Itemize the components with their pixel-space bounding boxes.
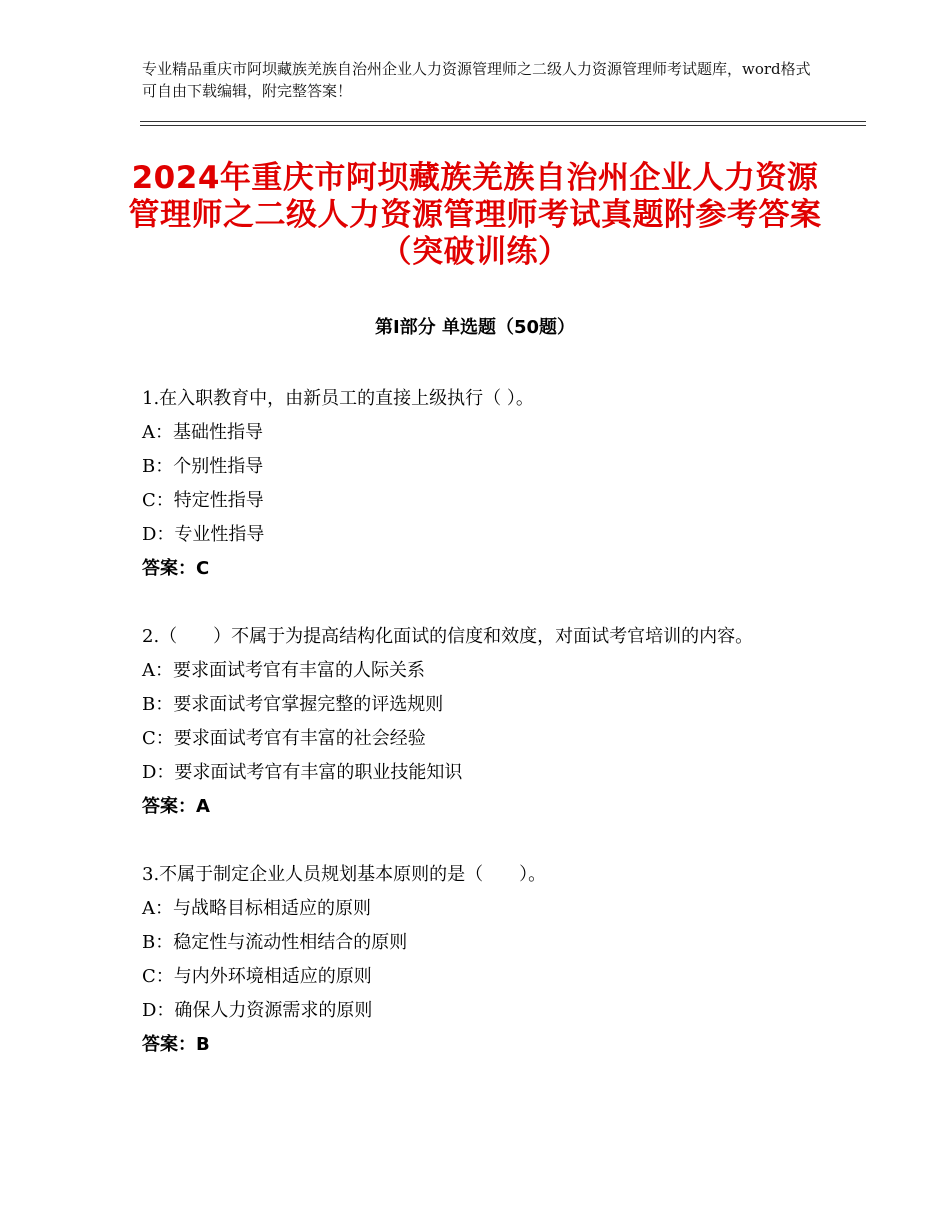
option-a: A：要求面试考官有丰富的人际关系 xyxy=(142,660,425,681)
answer-label: 答案：A xyxy=(142,796,210,817)
question-item xyxy=(142,858,822,1062)
document-title: 2024年重庆市阿坝藏族羌族自治州企业人力资源管理师之二级人力资源管理师考试真题附参考答案（突破训练） xyxy=(128,160,822,270)
header-divider xyxy=(140,121,866,122)
option-b: B：稳定性与流动性相结合的原则 xyxy=(142,932,408,953)
option-c: C：要求面试考官有丰富的社会经验 xyxy=(142,728,426,749)
option-d: D：要求面试考官有丰富的职业技能知识 xyxy=(142,762,463,783)
option-d: D：确保人力资源需求的原则 xyxy=(142,1000,373,1021)
option-c: C：特定性指导 xyxy=(142,490,264,511)
header-note: 专业精品重庆市阿坝藏族羌族自治州企业人力资源管理师之二级人力资源管理师考试题库，word格式可自由下载编辑，附完整答案！ xyxy=(142,60,811,100)
answer-label: 答案：C xyxy=(142,558,210,579)
option-b: B：要求面试考官掌握完整的评选规则 xyxy=(142,694,444,715)
answer-label: 答案：B xyxy=(142,1034,210,1055)
question-stem: 2.（ ）不属于为提高结构化面试的信度和效度，对面试考官培训的内容。 xyxy=(142,626,754,647)
option-a: A：与战略目标相适应的原则 xyxy=(142,898,371,919)
option-a: A：基础性指导 xyxy=(142,422,263,443)
header-divider-thin xyxy=(140,125,866,126)
question-stem: 1.在入职教育中，由新员工的直接上级执行（ ）。 xyxy=(142,388,534,409)
question-item xyxy=(142,382,822,586)
question-list xyxy=(142,382,822,1096)
option-d: D：专业性指导 xyxy=(142,524,265,545)
question-stem: 3.不属于制定企业人员规划基本原则的是（ ）。 xyxy=(142,864,547,885)
section-title: 第Ⅰ部分 单选题（50题） xyxy=(374,317,575,338)
option-b: B：个别性指导 xyxy=(142,456,264,477)
question-item xyxy=(142,620,822,824)
option-c: C：与内外环境相适应的原则 xyxy=(142,966,372,987)
